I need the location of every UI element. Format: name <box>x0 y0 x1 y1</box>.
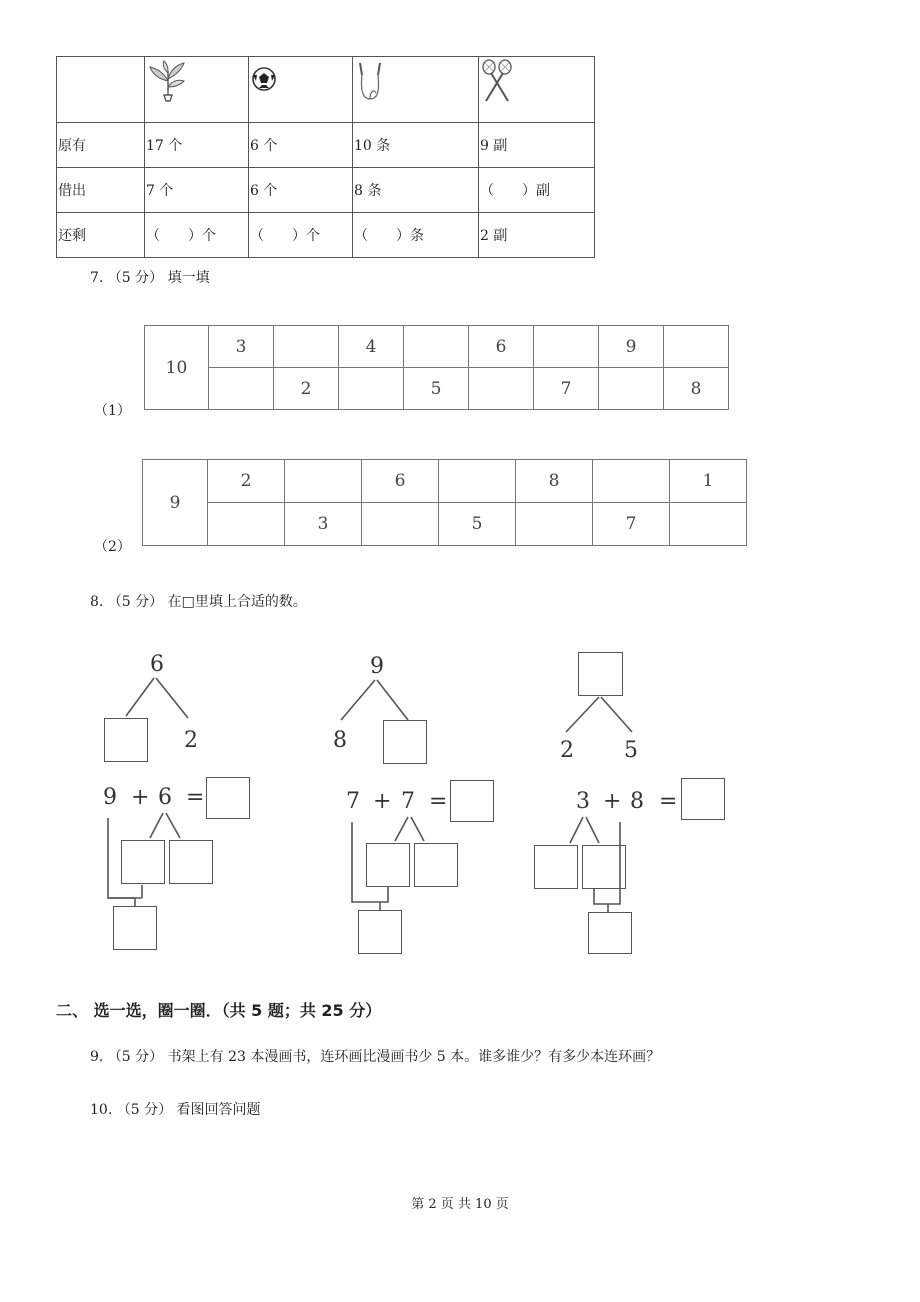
tree1-top: 6 <box>150 652 164 677</box>
q7-part1-label: （1） <box>94 403 131 419</box>
tree2-right-box[interactable] <box>383 720 427 764</box>
cell: 6 <box>362 460 439 503</box>
cell: 9 <box>599 326 664 368</box>
table-cell: 8 条 <box>353 168 479 213</box>
eq3-b: 8 <box>630 789 644 814</box>
section2-title: 二、 选一选，圈一圈．（共 5 题；共 25 分） <box>56 1001 382 1020</box>
cell: 7 <box>593 503 670 546</box>
q8-title: 8. （5 分） 在□里填上合适的数。 <box>90 594 307 610</box>
eq2-a: 7 <box>346 789 360 814</box>
table-cell[interactable]: （ ）副 <box>479 168 595 213</box>
eq2-split-right-box[interactable] <box>414 843 458 887</box>
eq3-eq: = <box>659 789 678 814</box>
tree1-left-box[interactable] <box>104 718 148 762</box>
page-footer: 第 2 页 共 10 页 <box>411 1197 509 1212</box>
cell: 1 <box>670 460 747 503</box>
row-label: 原有 <box>57 123 145 168</box>
row-label: 借出 <box>57 168 145 213</box>
eq1-sum-box[interactable] <box>113 906 157 950</box>
eq3-op: + <box>603 789 622 814</box>
eq3-split-left-box[interactable] <box>534 845 578 889</box>
table-cell: 2 副 <box>479 213 595 258</box>
eq1-eq: = <box>186 785 205 810</box>
table-cell: 6 个 <box>249 123 353 168</box>
cell: 3 <box>285 503 362 546</box>
tree3-right: 5 <box>624 738 638 763</box>
eq2-b: 7 <box>401 789 415 814</box>
cell: 8 <box>516 460 593 503</box>
eq3-sum-box[interactable] <box>588 912 632 954</box>
table-cell: 9 副 <box>479 123 595 168</box>
total-cell: 10 <box>145 326 209 410</box>
q7-part2-label: （2） <box>94 539 131 555</box>
cell: 3 <box>209 326 274 368</box>
table-cell: 17 个 <box>145 123 249 168</box>
table-cell: 10 条 <box>353 123 479 168</box>
eq3-result-box[interactable] <box>681 778 725 820</box>
eq2-op: + <box>373 789 392 814</box>
cell: 6 <box>469 326 534 368</box>
table-cell: 7 个 <box>145 168 249 213</box>
cell: 5 <box>404 368 469 410</box>
eq1-op: + <box>131 785 150 810</box>
table-cell[interactable]: （ ）个 <box>145 213 249 258</box>
table-cell: 6 个 <box>249 168 353 213</box>
total-cell: 9 <box>143 460 208 546</box>
eq1-split-right-box[interactable] <box>169 840 213 884</box>
row-label: 还剩 <box>57 213 145 258</box>
cell: 4 <box>339 326 404 368</box>
cell: 7 <box>534 368 599 410</box>
tree3-left: 2 <box>560 738 574 763</box>
tree2-top: 9 <box>370 654 384 679</box>
eq1-split-left-box[interactable] <box>121 840 165 884</box>
cell: 5 <box>439 503 516 546</box>
eq1-a: 9 <box>103 785 117 810</box>
cell: 2 <box>274 368 339 410</box>
cell: 2 <box>208 460 285 503</box>
eq3-a: 3 <box>576 789 590 814</box>
eq1-b: 6 <box>158 785 172 810</box>
q9-title: 9. （5 分） 书架上有 23 本漫画书，连环画比漫画书少 5 本。谁多谁少？有多少本连环画？ <box>90 1049 661 1065</box>
eq3-split-right-box[interactable] <box>582 845 626 889</box>
eq2-split-left-box[interactable] <box>366 843 410 887</box>
eq1-result-box[interactable] <box>206 777 250 819</box>
eq2-result-box[interactable] <box>450 780 494 822</box>
table-cell[interactable]: （ ）条 <box>353 213 479 258</box>
q7-title: 7. （5 分） 填一填 <box>90 270 210 286</box>
eq2-sum-box[interactable] <box>358 910 402 954</box>
tree1-right: 2 <box>184 728 198 753</box>
eq2-eq: = <box>429 789 448 814</box>
q10-title: 10. （5 分） 看图回答问题 <box>90 1102 261 1118</box>
cell: 8 <box>664 368 729 410</box>
tree3-top-box[interactable] <box>578 652 623 696</box>
table-cell[interactable]: （ ）个 <box>249 213 353 258</box>
tree2-left: 8 <box>333 728 347 753</box>
